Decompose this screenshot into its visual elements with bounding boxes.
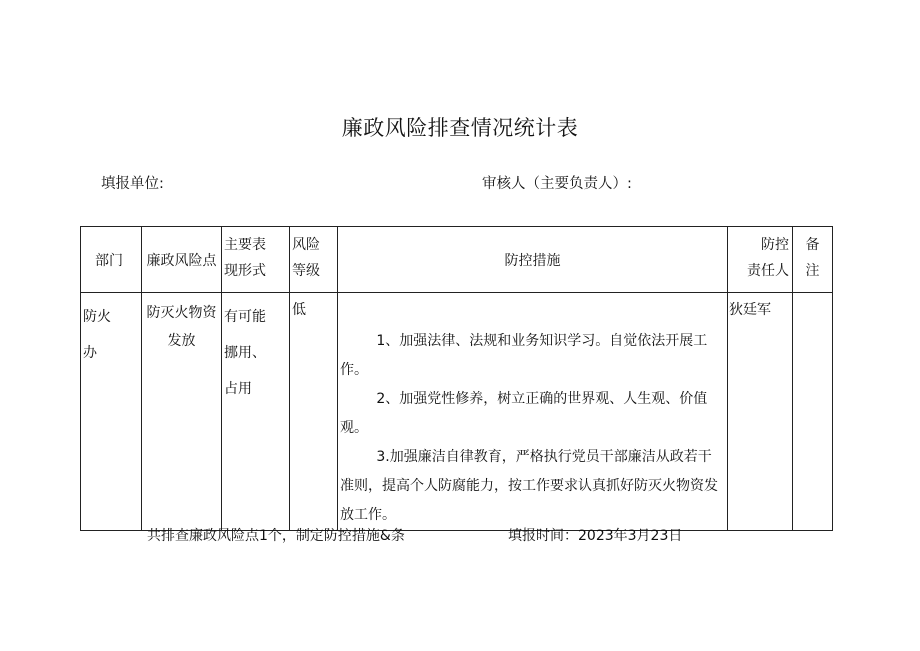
cell-measures (338, 293, 728, 531)
cell-remarks (793, 293, 833, 531)
fill-date: 填报时间：2023年3月23日 (508, 528, 683, 544)
page-title: 廉政风险排查情况统计表 (341, 116, 579, 140)
cell-level: 低 (290, 293, 338, 531)
cell-risk-point: 防灭火物资发放 (142, 293, 222, 531)
cell-form: 有可能 挪用、 占用 (222, 293, 290, 531)
table-header-row (81, 227, 833, 293)
header-level: 风险 等级 (290, 227, 338, 293)
table-row (81, 293, 833, 531)
cell-dept: 防火 办 (81, 293, 142, 531)
measure-item-3: 3.加强廉洁自律教育，严格执行党员干部廉洁从政若干准则，提高个人防腐能力，按工作要求认真抓好防灭火物资发放工作。 (340, 449, 718, 523)
header-form: 主要表 现形式 (222, 227, 290, 293)
header-dept: 部门 (81, 227, 142, 293)
measure-item-2: 2、加强党性修养，树立正确的世界观、人生观、价值观。 (340, 391, 708, 436)
cell-person: 狄廷军 (728, 293, 793, 531)
reviewer-label: 审核人（主要负责人）: (482, 176, 632, 192)
header-measures: 防控措施 (338, 227, 728, 293)
measure-item-1: 1、加强法律、法规和业务知识学习。自觉依法开展工作。 (340, 333, 708, 378)
header-remarks: 备 注 (793, 227, 833, 293)
fill-unit-label: 填报单位: (101, 176, 164, 192)
header-risk-point: 廉政风险点 (142, 227, 222, 293)
summary-text: 共排查廉政风险点1个，制定防控措施&条 (147, 528, 405, 544)
risk-table (80, 226, 833, 531)
header-person: 防控 责任人 (728, 227, 793, 293)
